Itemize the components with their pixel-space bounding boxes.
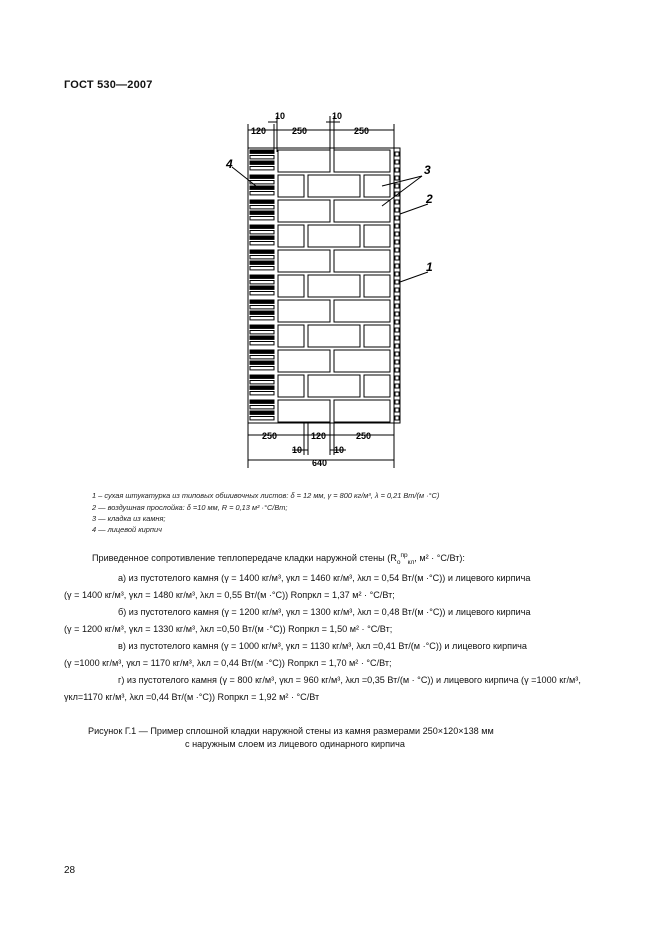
masonry-unit-97: [395, 360, 399, 364]
masonry-unit-31: [334, 250, 390, 272]
dim-bottom-120: 120: [311, 431, 327, 441]
masonry-unit-36: [278, 275, 304, 297]
masonry-unit-104: [395, 416, 399, 420]
dim-top-120: 120: [251, 126, 267, 136]
masonry-unit-94: [395, 336, 399, 340]
masonry-unit-10: [278, 175, 304, 197]
masonry-unit-81: [395, 232, 399, 236]
masonry-unit-66: [250, 406, 274, 409]
dim-bottom-gap-10b: 10: [334, 445, 345, 455]
masonry-unit-102: [395, 400, 399, 404]
masonry-unit-70: [334, 400, 390, 422]
masonry-unit-93: [395, 328, 399, 332]
masonry-unit-20: [250, 231, 274, 234]
item-v-line1: в) из пустотелого камня (γ = 1000 кг/м³, γкл = 1130 кг/м³, λкл =0,41 Вт/(м ·°С)) и лицевого кирпича: [118, 641, 527, 651]
masonry-unit-80: [395, 224, 399, 228]
masonry-unit-23: [278, 225, 304, 247]
masonry-unit-6: [250, 175, 274, 178]
callout-3: 3: [424, 163, 431, 177]
masonry-unit-35: [250, 292, 274, 295]
masonry-unit-34: [250, 286, 274, 289]
masonry-unit-95: [395, 344, 399, 348]
masonry-unit-28: [250, 261, 274, 264]
item-b-line2: (γ = 1200 кг/м³, γкл = 1330 кг/м³, λкл =0,50 Вт/(м ·°С)) Rопркл = 1,50 м² · °С/Вт;: [64, 624, 393, 634]
masonry-unit-63: [308, 375, 360, 397]
masonry-unit-49: [278, 325, 304, 347]
masonry-unit-44: [334, 300, 390, 322]
masonry-unit-89: [395, 296, 399, 300]
masonry-unit-37: [308, 275, 360, 297]
masonry-unit-92: [395, 320, 399, 324]
masonry-unit-90: [395, 304, 399, 308]
masonry-unit-32: [250, 275, 274, 278]
masonry-unit-98: [395, 368, 399, 372]
masonry-unit-45: [250, 325, 274, 328]
masonry-unit-84: [395, 256, 399, 260]
masonry-unit-41: [250, 311, 274, 314]
masonry-unit-40: [250, 306, 274, 309]
intro-sup-pr: пр: [400, 551, 408, 559]
legend-item-3: 3 — кладка из камня;: [92, 514, 166, 523]
masonry-unit-7: [250, 181, 274, 184]
item-b-line1: б) из пустотелого камня (γ = 1200 кг/м³, γкл = 1300 кг/м³, λкл = 0,48 Вт/(м ·°С)) и лицевого кирпича: [118, 607, 531, 617]
dim-bottom-250a: 250: [262, 431, 278, 441]
masonry-unit-51: [364, 325, 390, 347]
masonry-unit-46: [250, 331, 274, 334]
masonry-unit-67: [250, 411, 274, 414]
masonry-unit-38: [364, 275, 390, 297]
masonry-unit-62: [278, 375, 304, 397]
masonry-unit-74: [395, 176, 399, 180]
masonry-unit-71: [395, 152, 399, 156]
masonry-unit-53: [250, 356, 274, 359]
masonry-unit-79: [395, 216, 399, 220]
masonry-unit-1: [250, 156, 274, 159]
masonry-unit-55: [250, 367, 274, 370]
masonry-unit-83: [395, 248, 399, 252]
masonry-unit-39: [250, 300, 274, 303]
masonry-unit-48: [250, 342, 274, 345]
item-g-line1: г) из пустотелого камня (γ = 800 кг/м³, γкл = 960 кг/м³, λкл =0,35 Вт/(м · °С)) и лицевого кирпича (γ =1000 кг/м³,: [118, 675, 581, 685]
masonry-unit-68: [250, 417, 274, 420]
masonry-unit-96: [395, 352, 399, 356]
masonry-unit-13: [250, 200, 274, 203]
callout-1: 1: [426, 260, 433, 274]
item-a-line2: (γ = 1400 кг/м³, γкл = 1480 кг/м³, λкл = 0,55 Вт/(м ·°С)) Rопркл = 1,37 м² · °С/Вт;: [64, 590, 395, 600]
wall-section-figure: [222, 110, 452, 475]
masonry-unit-33: [250, 281, 274, 284]
masonry-unit-18: [334, 200, 390, 222]
masonry-unit-58: [250, 375, 274, 378]
masonry-unit-0: [250, 150, 274, 153]
masonry-unit-100: [395, 384, 399, 388]
masonry-unit-77: [395, 200, 399, 204]
masonry-unit-4: [278, 150, 330, 172]
masonry-unit-12: [364, 175, 390, 197]
masonry-unit-26: [250, 250, 274, 253]
dim-top-gap-10b: 10: [332, 111, 343, 121]
document-header: ГОСТ 530—2007: [64, 79, 153, 91]
legend-item-1: 1 – сухая штукатурка из типовых обшивочных листов: δ = 12 мм, γ = 800 кг/м³, λ = 0,21 Вт/(м ·°С): [92, 491, 440, 500]
intro-sub-kl: кл: [407, 558, 415, 566]
dim-bottom-gap-10a: 10: [292, 445, 303, 455]
masonry-unit-69: [278, 400, 330, 422]
masonry-unit-27: [250, 256, 274, 259]
figure-caption-line1: Рисунок Г.1 — Пример сплошной кладки наружной стены из камня размерами 250×120×138 мм: [88, 726, 494, 736]
masonry-unit-101: [395, 392, 399, 396]
masonry-unit-82: [395, 240, 399, 244]
masonry-unit-15: [250, 211, 274, 214]
masonry-unit-85: [395, 264, 399, 268]
masonry-unit-54: [250, 361, 274, 364]
masonry-unit-88: [395, 288, 399, 292]
item-v-line2: (γ =1000 кг/м³, γкл = 1170 кг/м³, λкл = 0,44 Вт/(м ·°С)) Rопркл = 1,70 м² · °С/Вт;: [64, 658, 392, 668]
masonry-unit-65: [250, 400, 274, 403]
masonry-unit-42: [250, 317, 274, 320]
masonry-unit-30: [278, 250, 330, 272]
masonry-unit-9: [250, 192, 274, 195]
callout-2: 2: [426, 192, 433, 206]
masonry-unit-57: [334, 350, 390, 372]
masonry-unit-61: [250, 392, 274, 395]
dim-top-gap-10a: 10: [275, 111, 286, 121]
masonry-unit-103: [395, 408, 399, 412]
intro-paragraph: [92, 551, 465, 566]
masonry-unit-21: [250, 236, 274, 239]
masonry-unit-86: [395, 272, 399, 276]
masonry-unit-17: [278, 200, 330, 222]
masonry-unit-47: [250, 336, 274, 339]
masonry-unit-87: [395, 280, 399, 284]
masonry-unit-22: [250, 242, 274, 245]
dim-total-640: 640: [312, 458, 328, 468]
masonry-unit-60: [250, 386, 274, 389]
masonry-unit-75: [395, 184, 399, 188]
masonry-unit-29: [250, 267, 274, 270]
masonry-unit-8: [250, 186, 274, 189]
masonry-unit-5: [334, 150, 390, 172]
masonry-unit-59: [250, 381, 274, 384]
legend-item-4: 4 — лицевой кирпич: [92, 525, 162, 534]
intro-sub-o: о: [396, 558, 401, 566]
item-a-line1: а) из пустотелого камня (γ = 1400 кг/м³, γкл = 1460 кг/м³, λкл = 0,54 Вт/(м ·°С)) и лицевого кирпича: [118, 573, 531, 583]
masonry-unit-14: [250, 206, 274, 209]
masonry-unit-91: [395, 312, 399, 316]
masonry-unit-24: [308, 225, 360, 247]
item-g-line2: γкл=1170 кг/м³, λкл =0,44 Вт/(м ·°С)) Rопркл = 1,92 м² · °С/Вт: [64, 692, 320, 702]
masonry-unit-2: [250, 161, 274, 164]
masonry-unit-99: [395, 376, 399, 380]
intro-text: Приведенное сопротивление теплопередаче кладки наружной стены (R: [92, 553, 397, 563]
intro-tail: , м² · °С/Вт):: [414, 553, 465, 563]
page-number: 28: [64, 865, 76, 876]
masonry-unit-64: [364, 375, 390, 397]
masonry-unit-56: [278, 350, 330, 372]
masonry-unit-16: [250, 217, 274, 220]
masonry-unit-50: [308, 325, 360, 347]
dim-top-250a: 250: [292, 126, 308, 136]
dim-top-250b: 250: [354, 126, 370, 136]
masonry-unit-19: [250, 225, 274, 228]
masonry-unit-52: [250, 350, 274, 353]
masonry-unit-3: [250, 167, 274, 170]
masonry-unit-73: [395, 168, 399, 172]
masonry-unit-11: [308, 175, 360, 197]
masonry-unit-25: [364, 225, 390, 247]
masonry-unit-43: [278, 300, 330, 322]
dim-bottom-250b: 250: [356, 431, 372, 441]
masonry-unit-78: [395, 208, 399, 212]
callout-4: 4: [226, 157, 233, 171]
figure-caption-line2: с наружным слоем из лицевого одинарного кирпича: [185, 739, 405, 749]
legend-item-2: 2 — воздушная прослойка: δ =10 мм, R = 0,13 м² ·°С/Вт;: [92, 503, 288, 512]
masonry-unit-72: [395, 160, 399, 164]
